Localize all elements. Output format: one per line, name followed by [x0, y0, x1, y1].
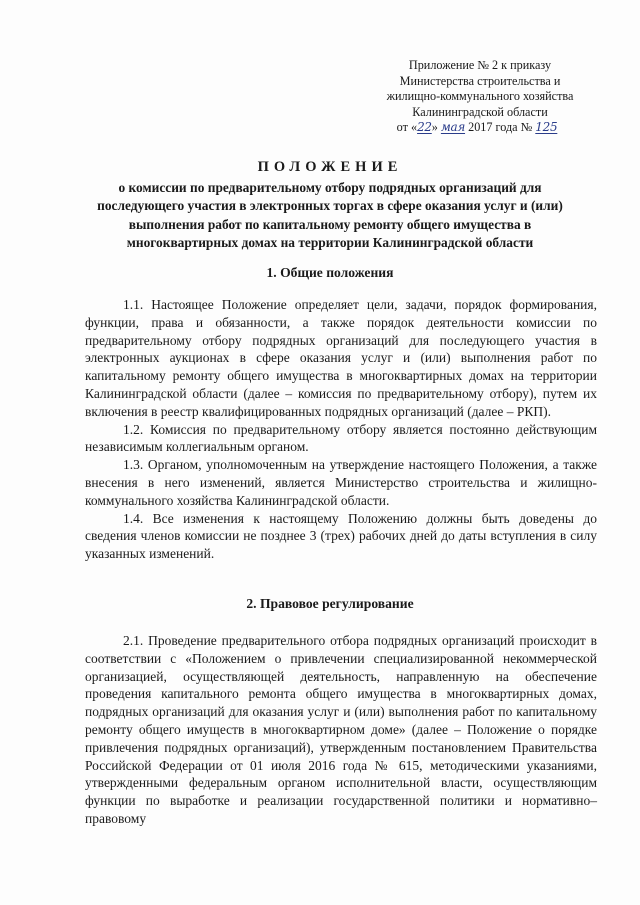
paragraph-1-4: 1.4. Все изменения к настоящему Положению должны быть доведены до сведения членов комиссии не позднее 3 (трех) рабочих дней до даты вступления в силу указанных изменений. — [85, 510, 597, 562]
paragraph-1-2: 1.2. Комиссия по предварительному отбору является постоянно действующим независимым коллегиальным органом. — [85, 421, 597, 455]
paragraph-2-1: 2.1. Проведение предварительного отбора подрядных организаций происходит в соответствии с «Положением о привлечении специализированной некоммерческой организацией, осуществляющей деятельность, направленную на обеспечение проведения капитального ремонта общего имущества в многоквартирных домах, подрядных организаций для оказания услуг и (или) выполнения работ по капитальному ремонту общего имуществ в многоквартирном доме» (далее – Положение о порядке привлечения подрядных организаций), утвержденным постановлением Правительства Российской Федерации от 01 июля 2016 года № 615, методическими указаниями, утвержденными федеральным органом исполнительной власти, осуществляющим функции по выработке и реализации государственной политики и нормативно–правовому — [85, 633, 597, 826]
section-1-body — [85, 296, 597, 563]
annex-date-line — [374, 120, 580, 136]
date-month-handwritten: мая — [440, 120, 466, 134]
title-word: ПОЛОЖЕНИЕ — [257, 159, 403, 175]
annex-line-3: жилищно-коммунального хозяйства — [386, 89, 574, 103]
annex-line-4: Калининградской области — [412, 104, 548, 119]
date-day-handwritten: 22 — [417, 120, 432, 134]
date-mid-1: » — [431, 120, 441, 134]
document-title — [95, 158, 565, 253]
date-mid-2: 2017 года № — [465, 120, 536, 134]
paragraph-1-3: 1.3. Органом, уполномоченным на утверждение настоящего Положения, а также внесения в него изменений, является Министерство строительства и жилищно-коммунального хозяйства Калининградской области. — [85, 457, 597, 508]
section-1-heading: 1. Общие положения — [266, 265, 394, 280]
annex-header — [380, 58, 580, 136]
annex-line-1: Приложение № 2 к приказу — [408, 58, 552, 72]
annex-line-2: Министерства строительства и — [399, 73, 561, 88]
title-subtitle: о комиссии по предварительному отбору подрядных организаций для последующего участия в электронных торгах в сфере оказания услуг и (или) выполнения работ по капитальному ремонту общего имущества в многоквартирных домах на территории Калининградской области — [97, 179, 563, 250]
paragraph-1-1: 1.1. Настоящее Положение определяет цели, задачи, порядок формирования, функции, права и обязанности, а также порядок деятельности комиссии по предварительному отбору подрядных организаций для последующего участия в электронных аукционах в сфере оказания услуг и (или) выполнения работ по капитальному ремонту общего имущества в многоквартирных домах на территории Калининградской области (далее – комиссия по предварительному отбору), путем их включения в реестр квалифицированных подрядных организаций (далее – РКП). — [85, 297, 597, 419]
order-number-handwritten: 125 — [535, 120, 558, 134]
date-prefix: от « — [396, 120, 418, 134]
section-2-heading: 2. Правовое регулирование — [246, 596, 414, 611]
section-2-body — [85, 632, 597, 828]
